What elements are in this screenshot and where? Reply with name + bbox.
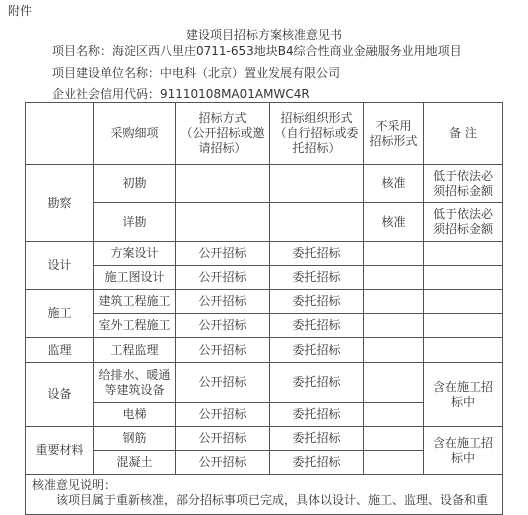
group-supervision: 监理 [26, 338, 94, 363]
header-blank [26, 103, 94, 165]
approval-note [26, 475, 503, 515]
item-rebar: 钢筋 [94, 427, 176, 451]
method-scheme-design: 公开招标 [176, 242, 270, 266]
attachment-label: 附件 [8, 4, 33, 18]
remark-construction-drawing [424, 266, 503, 290]
table-row [26, 266, 503, 290]
org-supervision: 委托招标 [270, 338, 364, 363]
item-building-work: 建筑工程施工 [94, 290, 176, 314]
header-row [26, 103, 503, 165]
remark-initial-survey [424, 165, 503, 203]
notused-initial-survey: 核准 [364, 165, 424, 203]
header-method [176, 103, 270, 165]
tender-plan-table [25, 102, 503, 515]
method-supervision: 公开招标 [176, 338, 270, 363]
table-row [26, 427, 503, 451]
remark-equipment-line2: 标中 [450, 394, 475, 409]
method-construction-drawing: 公开招标 [176, 266, 270, 290]
method-elevator: 公开招标 [176, 403, 270, 427]
header-method-line3: 请招标） [198, 141, 247, 155]
org-detailed-survey [270, 203, 364, 242]
remark-supervision [424, 338, 503, 363]
header-notused [364, 103, 424, 165]
table-row [26, 242, 503, 266]
org-building-work: 委托招标 [270, 290, 364, 314]
org-concrete: 委托招标 [270, 451, 364, 475]
item-outdoor-work: 室外工程施工 [94, 314, 176, 338]
header-item: 采购细项 [94, 103, 176, 165]
header-org-line2: （自行招标或委 [274, 126, 359, 140]
org-scheme-design: 委托招标 [270, 242, 364, 266]
remark-initial-survey-line1: 低于依法必 [432, 168, 493, 183]
notused-construction-drawing [364, 266, 424, 290]
document-title: 建设项目招标方案核准意见书 [185, 28, 342, 42]
item-plumbing-line2: 等建筑设备 [104, 382, 165, 397]
group-materials: 重要材料 [26, 427, 94, 475]
header-org-line1: 招标组织形式 [280, 111, 353, 125]
notused-concrete [364, 451, 424, 475]
group-survey: 勘察 [26, 165, 94, 242]
notused-rebar [364, 427, 424, 451]
remark-detailed-survey [424, 203, 503, 242]
item-initial-survey: 初勘 [94, 165, 176, 203]
remark-outdoor-work [424, 314, 503, 338]
method-concrete: 公开招标 [176, 451, 270, 475]
approval-label: 核准意见说明： [32, 478, 117, 492]
header-org [270, 103, 364, 165]
remark-detailed-survey-line2: 须招标金额 [432, 222, 493, 236]
header-method-line1: 招标方式 [198, 111, 247, 125]
method-initial-survey [176, 165, 270, 203]
project-unit: 项目建设单位名称：中电科（北京）置业发展有限公司 [52, 66, 341, 80]
table-row [26, 363, 503, 403]
method-outdoor-work: 公开招标 [176, 314, 270, 338]
header-notused-line2: 招标形式 [369, 133, 418, 148]
remark-scheme-design [424, 242, 503, 266]
org-plumbing: 委托招标 [270, 363, 364, 403]
remark-detailed-survey-line1: 低于依法必 [432, 207, 493, 221]
method-plumbing: 公开招标 [176, 363, 270, 403]
item-supervision: 工程监理 [94, 338, 176, 363]
method-building-work: 公开招标 [176, 290, 270, 314]
notused-elevator [364, 403, 424, 427]
group-equipment: 设备 [26, 363, 94, 427]
item-plumbing [94, 363, 176, 403]
remark-building-work [424, 290, 503, 314]
item-construction-drawing: 施工图设计 [94, 266, 176, 290]
remark-initial-survey-line2: 须招标金额 [432, 183, 493, 198]
approval-text: 该项目属于重新核准，部分招标事项已完成，具体以设计、施工、监理、设备和重 [56, 493, 489, 507]
org-initial-survey [270, 165, 364, 203]
remark-equipment-line1: 含在施工招 [432, 379, 493, 394]
header-notused-line1: 不采用 [375, 118, 412, 133]
group-design: 设计 [26, 242, 94, 290]
remark-equipment [424, 363, 503, 427]
remark-materials [424, 427, 503, 475]
item-plumbing-line1: 给排水、暖通 [98, 367, 171, 382]
header-method-line2: （公开招标或邀 [180, 126, 265, 140]
item-concrete: 混凝土 [94, 451, 176, 475]
table-row [26, 165, 503, 203]
notused-outdoor-work [364, 314, 424, 338]
org-outdoor-work: 委托招标 [270, 314, 364, 338]
notused-supervision [364, 338, 424, 363]
org-elevator: 委托招标 [270, 403, 364, 427]
notused-scheme-design [364, 242, 424, 266]
table-row [26, 290, 503, 314]
project-name: 项目名称：海淀区西八里庄0711-653地块B4综合性商业金融服务业用地项目 [52, 44, 462, 58]
item-detailed-survey: 详勘 [94, 203, 176, 242]
table-row [26, 338, 503, 363]
remark-materials-line2: 标中 [450, 450, 475, 465]
header-org-line3: 托招标） [292, 141, 341, 155]
org-rebar: 委托招标 [270, 427, 364, 451]
notused-building-work [364, 290, 424, 314]
notused-plumbing [364, 363, 424, 403]
method-rebar: 公开招标 [176, 427, 270, 451]
item-scheme-design: 方案设计 [94, 242, 176, 266]
group-construction: 施工 [26, 290, 94, 338]
item-elevator: 电梯 [94, 403, 176, 427]
table-row [26, 203, 503, 242]
org-construction-drawing: 委托招标 [270, 266, 364, 290]
header-remark: 备 注 [424, 103, 503, 165]
remark-materials-line1: 含在施工招 [432, 435, 493, 450]
approval-row [26, 475, 503, 515]
notused-detailed-survey: 核准 [364, 203, 424, 242]
credit-code: 企业社会信用代码：91110108MA01AMWC4R [52, 87, 310, 101]
method-detailed-survey [176, 203, 270, 242]
table-row [26, 314, 503, 338]
